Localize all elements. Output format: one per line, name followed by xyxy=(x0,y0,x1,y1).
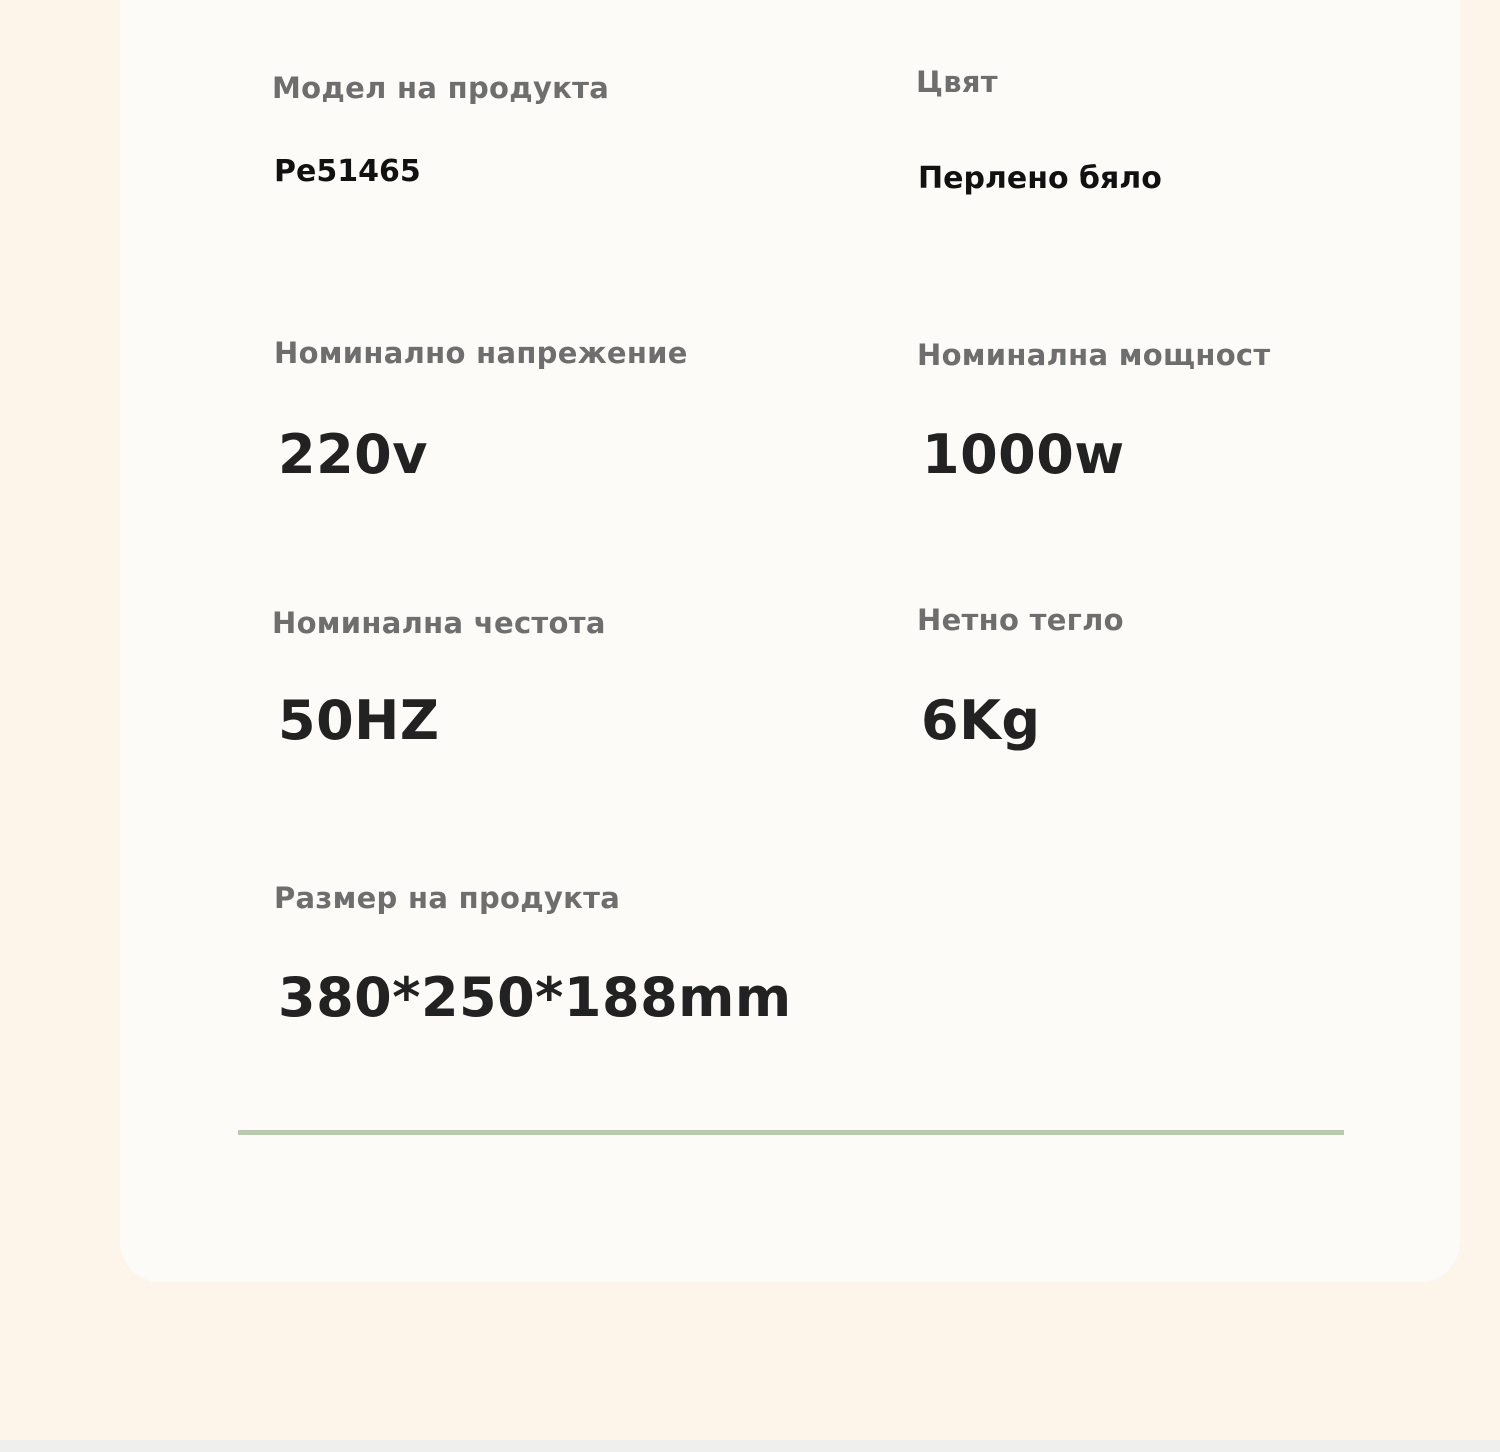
spec-power-value: 1000w xyxy=(922,423,1125,486)
spec-weight-value: 6Kg xyxy=(921,689,1041,752)
spec-color-value: Перлено бяло xyxy=(918,161,1162,196)
spec-color xyxy=(916,65,998,99)
spec-size-value: 380*250*188mm xyxy=(278,966,792,1029)
spec-weight-label: Нетно тегло xyxy=(917,603,1124,637)
bottom-strip xyxy=(0,1440,1500,1452)
spec-voltage-value-wrap xyxy=(278,423,428,486)
spec-frequency-label: Номинална честота xyxy=(272,606,606,640)
spec-frequency xyxy=(272,606,606,640)
spec-power-label: Номинална мощност xyxy=(917,338,1271,372)
spec-voltage-label: Номинално напрежение xyxy=(274,336,688,370)
spec-frequency-value: 50HZ xyxy=(278,689,440,752)
spec-voltage-value: 220v xyxy=(278,423,428,486)
spec-model xyxy=(272,71,610,105)
spec-color-value-wrap xyxy=(918,161,1162,196)
spec-size-label: Размер на продукта xyxy=(274,881,621,915)
spec-weight xyxy=(917,603,1124,637)
spec-frequency-value-wrap xyxy=(278,689,440,752)
spec-power xyxy=(917,338,1271,372)
divider-line xyxy=(238,1130,1344,1135)
spec-power-value-wrap xyxy=(922,423,1125,486)
spec-weight-value-wrap xyxy=(921,689,1041,752)
spec-size-value-wrap xyxy=(278,966,792,1029)
spec-model-value-wrap xyxy=(274,154,421,189)
spec-size xyxy=(274,881,621,915)
spec-model-value: Pe51465 xyxy=(274,154,421,189)
spec-card xyxy=(120,0,1460,1282)
spec-voltage xyxy=(274,336,688,370)
spec-color-label: Цвят xyxy=(916,65,998,99)
spec-model-label: Модел на продукта xyxy=(272,71,610,105)
